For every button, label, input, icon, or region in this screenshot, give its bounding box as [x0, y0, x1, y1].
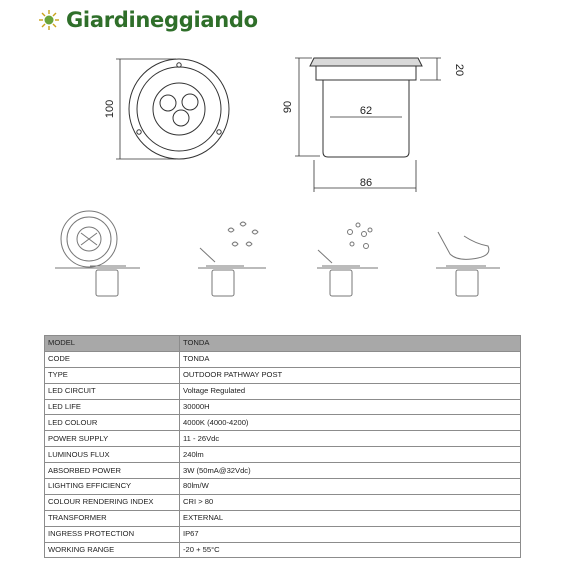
table-header-row — [45, 336, 521, 352]
dimension-diameter-label: 100 — [104, 99, 116, 119]
spec-value: 4000K (4000-4200) — [180, 415, 521, 431]
table-row — [45, 526, 521, 542]
dimension-line-diameter — [116, 59, 176, 159]
spec-label: TYPE — [45, 367, 180, 383]
dimension-collar-width-label: 86 — [359, 177, 373, 189]
spec-label: POWER SUPPLY — [45, 431, 180, 447]
spec-label: TRANSFORMER — [45, 510, 180, 526]
spec-label: LED LIFE — [45, 399, 180, 415]
spec-label: MODEL — [45, 336, 180, 352]
table-row — [45, 447, 521, 463]
dust-particles-icon — [317, 223, 378, 296]
spec-value: -20 + 55°C — [180, 542, 521, 558]
spec-label: LIGHTING EFFICIENCY — [45, 479, 180, 495]
spec-value: IP67 — [180, 526, 521, 542]
table-row — [45, 415, 521, 431]
spec-value: 240lm — [180, 447, 521, 463]
spec-value: TONDA — [180, 336, 521, 352]
spec-value: Voltage Regulated — [180, 383, 521, 399]
spec-value: EXTERNAL — [180, 510, 521, 526]
table-row — [45, 542, 521, 558]
spec-value: 30000H — [180, 399, 521, 415]
spec-label: LED CIRCUIT — [45, 383, 180, 399]
foot-step-icon — [436, 232, 500, 296]
spec-label: ABSORBED POWER — [45, 463, 180, 479]
spec-value: OUTDOOR PATHWAY POST — [180, 367, 521, 383]
spec-value: 80lm/W — [180, 479, 521, 495]
table-row — [45, 479, 521, 495]
spec-label: CODE — [45, 351, 180, 367]
spec-label: INGRESS PROTECTION — [45, 526, 180, 542]
table-row — [45, 399, 521, 415]
dimension-lines-side — [295, 58, 441, 192]
rings-fixture-icon — [55, 211, 140, 296]
table-row — [45, 431, 521, 447]
spec-label: WORKING RANGE — [45, 542, 180, 558]
table-row — [45, 494, 521, 510]
table-row — [45, 383, 521, 399]
specifications-table — [44, 335, 521, 558]
table-row — [45, 351, 521, 367]
brand-name: Giardineggiando — [66, 8, 258, 32]
spec-value: CRI > 80 — [180, 494, 521, 510]
table-row — [45, 367, 521, 383]
spec-value: 3W (50mA@32Vdc) — [180, 463, 521, 479]
table-row — [45, 463, 521, 479]
spec-label: COLOUR RENDERING INDEX — [45, 494, 180, 510]
table-row — [45, 510, 521, 526]
spec-value: 11 - 26Vdc — [180, 431, 521, 447]
spec-label: LUMINOUS FLUX — [45, 447, 180, 463]
dimension-body-width-label: 62 — [359, 105, 373, 117]
front-view-fixture — [129, 59, 229, 159]
dimension-body-height-label: 90 — [282, 100, 294, 114]
spec-value: TONDA — [180, 351, 521, 367]
water-splash-icon — [198, 222, 266, 296]
dimension-collar-height-label: 20 — [453, 63, 465, 77]
spec-label: LED COLOUR — [45, 415, 180, 431]
